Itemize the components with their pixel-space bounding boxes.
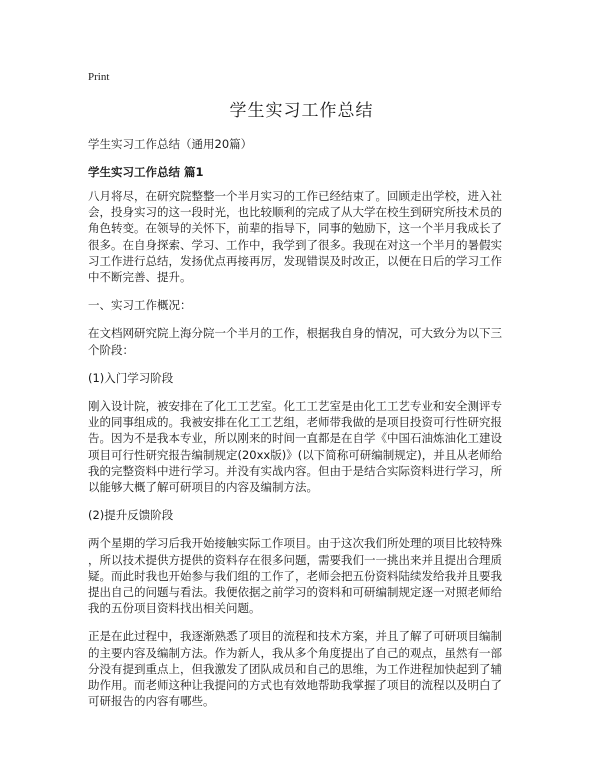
paragraph-line: 中不断完善、提升。	[88, 270, 192, 285]
paragraph-line: 疑。而此时我也开始参与我们组的工作了，老师会把五份资料陆续发给我并且要我	[88, 568, 502, 583]
body-paragraph	[88, 297, 515, 313]
paragraph-line: 刚入设计院，被安排在了化工工艺室。化工工艺室是由化工工艺专业和安全测评专	[88, 399, 502, 414]
print-label[interactable]: Print	[88, 71, 110, 83]
body-paragraph	[88, 325, 515, 357]
paragraph-line: 分没有提到重点上，但我激发了团队成员和自己的思维，为工作进程加快起到了辅	[88, 661, 502, 676]
paragraph-line: 两个星期的学习后我开始接触实际工作项目。由于这次我们所处理的项目比较特殊	[88, 536, 502, 551]
paragraph-line: 的主要内容及编制方法。作为新人，我从多个角度提出了自己的观点，虽然有一部	[88, 645, 502, 660]
paragraph-line: 助作用。而老师这种让我提问的方式也有效地帮助我掌握了项目的流程以及明白了	[88, 678, 502, 693]
paragraph-line: (1)入门学习阶段	[88, 370, 174, 385]
paragraph-line: 我的完整资料中进行学习。并没有实战内容。但由于是结合实际资料进行学习，所	[88, 463, 502, 478]
paragraph-line: 可研报告的内容有哪些。	[88, 694, 215, 709]
paragraph-line: 会，投身实习的这一段时光，也比较顺利的完成了从大学在校生到研究所技术员的	[88, 205, 502, 220]
body-paragraph	[88, 188, 515, 285]
document-page	[88, 70, 515, 721]
paragraph-line: (2)提升反馈阶段	[88, 508, 174, 523]
body-paragraph	[88, 507, 515, 523]
body-paragraph	[88, 535, 515, 616]
body-paragraph	[88, 398, 515, 495]
paragraph-line: 我的五份项目资料找出相关问题。	[88, 601, 261, 616]
body-paragraph	[88, 628, 515, 709]
paragraph-line: 业的同事组成的。我被安排在化工工艺组，老师带我做的是项目投资可行性研究报	[88, 415, 502, 430]
paragraph-line: 项目可行性研究报告编制规定(20xx版)》(以下简称可研编制规定)，并且从老师给	[88, 447, 503, 462]
paragraph-line: 正是在此过程中，我逐渐熟悉了项目的流程和技术方案，并且了解了可研项目编制	[88, 629, 502, 644]
paragraph-line: 八月将尽，在研究院整整一个半月实习的工作已经结束了。回顾走出学校，进入社	[88, 189, 502, 203]
paragraph-line: 提出自己的问题与看法。我便依据之前学习的资料和可研编制规定逐一对照老师给	[88, 585, 502, 600]
document-subtitle: 学生实习工作总结（通用20篇）	[88, 137, 253, 151]
paragraph-line: 一、实习工作概况：	[88, 298, 192, 313]
paragraph-line: 在文档网研究院上海分院一个半月的工作，根据我自身的情况，可大致分为以下三	[88, 326, 502, 341]
section-heading: 学生实习工作总结 篇1	[88, 165, 204, 179]
body-paragraph	[88, 370, 515, 386]
paragraph-line: 角色转变。在领导的关怀下，前辈的指导下，同事的勉励下，这一个半月我成长了	[88, 221, 502, 236]
paragraph-line: 很多。在自身探索、学习、工作中，我学到了很多。我现在对这一个半月的暑假实	[88, 237, 502, 252]
document-title: 学生实习工作总结	[229, 101, 374, 121]
paragraph-line: 以能够大概了解可研项目的内容及编制方法。	[88, 480, 318, 495]
paragraph-line: 告。因为不是我本专业，所以刚来的时间一直都是在自学《中国石油炼油化工建设	[88, 431, 502, 446]
paragraph-line: 习工作进行总结，发扬优点再接再厉，发现错误及时改正，以便在日后的学习工作	[88, 253, 502, 268]
paragraph-line: ，所以技术提供方提供的资料存在很多问题，需要我们一一挑出来并且提出合理质	[88, 552, 502, 567]
body-paragraphs	[88, 188, 515, 709]
paragraph-line: 个阶段：	[88, 342, 134, 357]
